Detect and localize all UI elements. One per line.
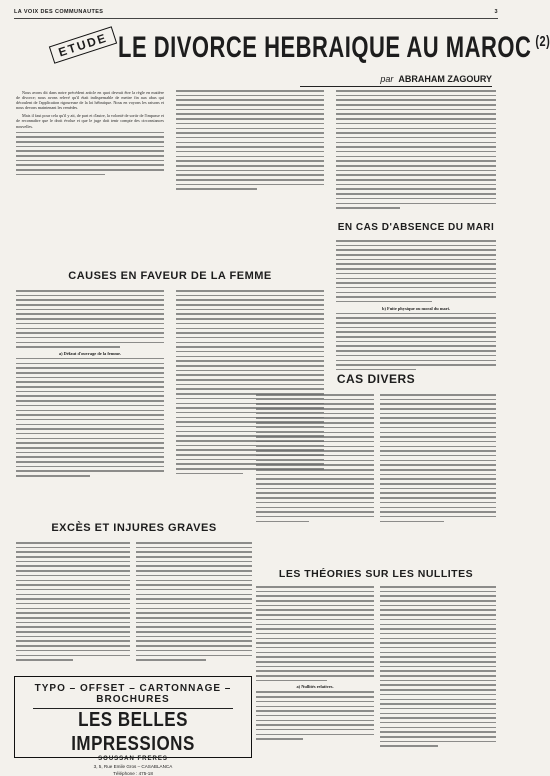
column-cas-divers-left <box>256 394 374 525</box>
column-2-intro <box>176 90 324 193</box>
byline-prefix: par <box>380 74 394 84</box>
text-lines <box>380 394 496 522</box>
column-nullites-left <box>256 586 374 743</box>
text-lines <box>256 691 374 739</box>
section-heading-nullites: LES THÉORIES SUR LES NULLITES <box>278 568 474 580</box>
ad-owner: SOUSSAN FRERES <box>98 756 168 762</box>
section-nullites <box>256 568 496 580</box>
article-title <box>118 30 550 65</box>
text-lines <box>336 313 496 371</box>
text-lines <box>16 132 164 176</box>
ad-company-name: LES BELLES IMPRESSIONS <box>71 708 195 755</box>
text-lines <box>16 290 164 348</box>
section-cas-divers <box>256 372 496 386</box>
column-nullites-right <box>380 586 496 750</box>
page-header <box>14 6 498 19</box>
text-lines <box>256 394 374 522</box>
column-3-absence <box>336 240 496 374</box>
section-heading-causes: CAUSES EN FAVEUR DE LA FEMME <box>68 270 272 282</box>
section-heading-cas-divers: CAS DIVERS <box>336 372 416 386</box>
section-exces <box>16 522 252 534</box>
text-lines <box>16 542 130 661</box>
column-exces-left <box>16 542 130 664</box>
text-lines <box>136 542 252 661</box>
intro-paragraph: Nous avons dit dans notre précédent article en quoi devrait être la règle en matière de divorce; nous avons relevé qu'il était indispensable de mettre fin aux abus qui découlent de l'application rigoureuse de la loi hébraïque. Nous en voyons les raisons et nous devons maintenant les remèdes. <box>16 90 164 111</box>
etude-stamp: ETUDE <box>49 26 117 64</box>
journal-name: LA VOIX DES COMMUNAUTES <box>14 9 104 15</box>
subheading-absence: b) Fuite physique ou moral du mari. <box>382 305 450 311</box>
text-lines <box>16 358 164 477</box>
printer-advertisement <box>14 676 252 776</box>
column-3-intro <box>336 90 496 212</box>
page-number: 3 <box>494 9 498 15</box>
column-cas-divers-right <box>380 394 496 525</box>
subheading-defaut: a) Défaut d'ouvrage de la femme. <box>58 350 122 356</box>
text-lines <box>336 240 496 302</box>
column-1-causes <box>16 290 164 480</box>
author-name: ABRAHAM ZAGOURY <box>398 74 492 84</box>
column-1-intro <box>16 90 164 179</box>
text-lines <box>380 586 496 747</box>
text-lines <box>256 586 374 681</box>
ad-address: 3, 5, Rue Emile Gros – CASABLANCA <box>93 764 173 769</box>
column-exces-right <box>136 542 252 664</box>
section-heading-exces: EXCÈS ET INJURES GRAVES <box>51 522 217 534</box>
byline-rule <box>300 86 492 87</box>
article-byline <box>380 74 492 84</box>
ad-services: TYPO – OFFSET – CARTONNAGE – BROCHURES <box>34 683 232 705</box>
section-heading-absence: EN CAS D'ABSENCE DU MARI <box>337 222 495 233</box>
ad-phone: Téléphone : 475-18 <box>113 771 153 776</box>
section-causes-femme <box>16 270 324 282</box>
subheading-nullites: a) Nullités relatives. <box>296 684 334 690</box>
text-lines <box>336 90 496 209</box>
article-part-number: (2) <box>535 33 550 50</box>
intro-paragraph: Mais il faut pour cela qu'il y ait, de part et d'autre, la volonté de sortir de l'impasse et de reconnaître que le droit évolue et que le juge doit tenir compte des circonstances nouvelles. <box>16 113 164 129</box>
text-lines <box>176 90 324 190</box>
section-absence <box>336 222 496 233</box>
article-title-text: LE DIVORCE HEBRAIQUE AU MAROC <box>118 30 532 64</box>
